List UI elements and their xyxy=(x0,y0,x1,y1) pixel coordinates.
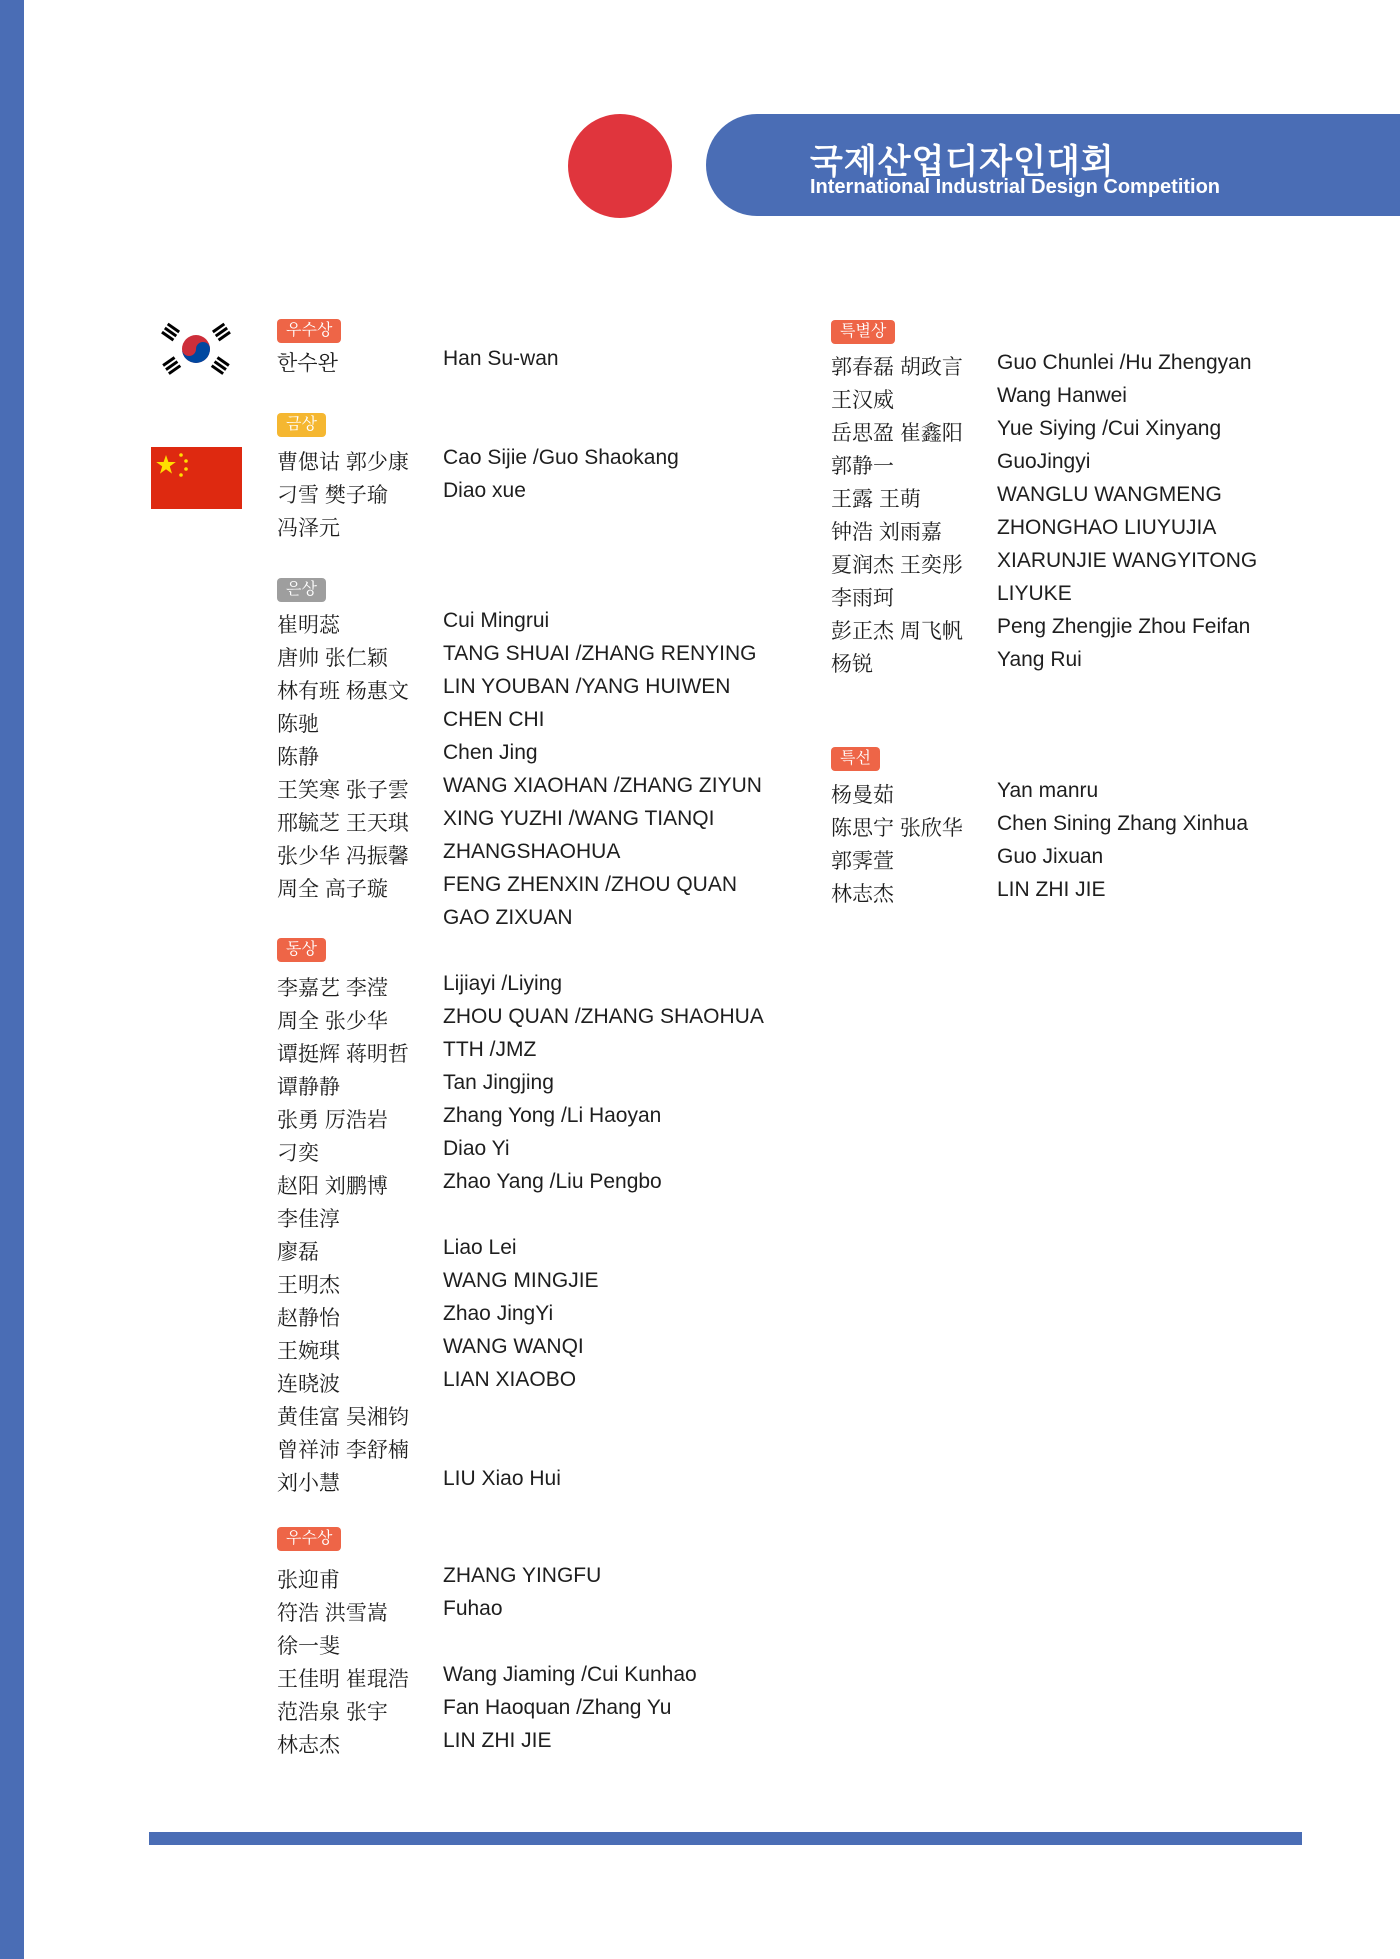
latin-name: FENG ZHENXIN /ZHOU QUAN xyxy=(443,873,738,896)
latin-name: Guo Jixuan xyxy=(997,845,1104,868)
native-name: 岳思盈 崔鑫阳 xyxy=(831,422,963,445)
latin-name: Wang Jiaming /Cui Kunhao xyxy=(443,1663,697,1686)
latin-name: Fan Haoquan /Zhang Yu xyxy=(443,1696,672,1719)
native-name: 杨锐 xyxy=(831,653,873,676)
native-name: 张少华 冯振馨 xyxy=(277,845,409,868)
native-name: 王明杰 xyxy=(277,1274,340,1297)
latin-name: Cui Mingrui xyxy=(443,609,550,632)
badge-excellence: 우수상 xyxy=(277,1527,341,1551)
latin-name: WANG XIAOHAN /ZHANG ZIYUN xyxy=(443,774,762,797)
latin-name: Chen Jing xyxy=(443,741,538,764)
latin-name: LIN ZHI JIE xyxy=(997,878,1106,901)
korea-flag-icon xyxy=(160,318,232,380)
native-name: 徐一斐 xyxy=(277,1635,340,1658)
native-name: 刁雪 樊子瑜 xyxy=(277,484,388,507)
native-name: 陈静 xyxy=(277,746,319,769)
latin-name: Tan Jingjing xyxy=(443,1071,554,1094)
latin-name: GuoJingyi xyxy=(997,450,1091,473)
latin-name: LIAN XIAOBO xyxy=(443,1368,577,1391)
latin-name: Diao xue xyxy=(443,479,526,502)
latin-name: Zhao JingYi xyxy=(443,1302,554,1325)
native-name: 张迎甫 xyxy=(277,1569,340,1592)
native-name: 钟浩 刘雨嘉 xyxy=(831,521,942,544)
native-name: 郭霁萱 xyxy=(831,850,894,873)
latin-name: GAO ZIXUAN xyxy=(443,906,573,929)
latin-name: ZHANGSHAOHUA xyxy=(443,840,621,863)
latin-name: Lijiayi /Liying xyxy=(443,972,563,995)
china-flag-icon xyxy=(151,447,242,509)
native-name: 한수완 xyxy=(277,352,338,375)
native-name: 谭挺辉 蒋明哲 xyxy=(277,1043,409,1066)
native-name: 崔明蕊 xyxy=(277,614,340,637)
native-name: 谭静静 xyxy=(277,1076,340,1099)
header-title-korean: 국제산업디자인대회 xyxy=(810,143,1115,181)
native-name: 杨曼茹 xyxy=(831,784,894,807)
native-name: 冯泽元 xyxy=(277,517,340,540)
native-name: 林志杰 xyxy=(831,883,894,906)
native-name: 林有班 杨惠文 xyxy=(277,680,409,703)
latin-name: LIN ZHI JIE xyxy=(443,1729,552,1752)
native-name: 连晓波 xyxy=(277,1373,340,1396)
latin-name: Diao Yi xyxy=(443,1137,510,1160)
native-name: 周全 张少华 xyxy=(277,1010,388,1033)
native-name: 王汉威 xyxy=(831,389,894,412)
latin-name: Yan manru xyxy=(997,779,1099,802)
latin-name: TANG SHUAI /ZHANG RENYING xyxy=(443,642,757,665)
latin-name: Han Su-wan xyxy=(443,347,559,370)
latin-name: Liao Lei xyxy=(443,1236,517,1259)
latin-name: ZHONGHAO LIUYUJIA xyxy=(997,516,1217,539)
native-name: 夏润杰 王奕彤 xyxy=(831,554,963,577)
latin-name: Yue Siying /Cui Xinyang xyxy=(997,417,1222,440)
native-name: 唐帅 张仁颖 xyxy=(277,647,388,670)
native-name: 王婉琪 xyxy=(277,1340,340,1363)
latin-name: ZHOU QUAN /ZHANG SHAOHUA xyxy=(443,1005,764,1028)
latin-name: CHEN CHI xyxy=(443,708,545,731)
native-name: 范浩泉 张宇 xyxy=(277,1701,388,1724)
native-name: 李佳淳 xyxy=(277,1208,340,1231)
latin-name: Chen Sining Zhang Xinhua xyxy=(997,812,1249,835)
latin-name: XIARUNJIE WANGYITONG xyxy=(997,549,1258,572)
native-name: 刁奕 xyxy=(277,1142,319,1165)
header-banner xyxy=(706,114,1400,216)
latin-name: Wang Hanwei xyxy=(997,384,1127,407)
latin-name: Fuhao xyxy=(443,1597,503,1620)
native-name: 曹偲诂 郭少康 xyxy=(277,451,409,474)
native-name: 廖磊 xyxy=(277,1241,319,1264)
badge-silver: 은상 xyxy=(277,578,326,602)
left-accent-bar xyxy=(0,0,24,1959)
badge-special: 특별상 xyxy=(831,320,895,344)
native-name: 郭静一 xyxy=(831,455,894,478)
latin-name: LIU Xiao Hui xyxy=(443,1467,561,1490)
latin-name: WANGLU WANGMENG xyxy=(997,483,1222,506)
bottom-divider-bar xyxy=(149,1832,1302,1845)
badge-selected: 특선 xyxy=(831,747,880,771)
latin-name: Zhao Yang /Liu Pengbo xyxy=(443,1170,662,1193)
latin-name: Yang Rui xyxy=(997,648,1082,671)
native-name: 王露 王萌 xyxy=(831,488,921,511)
latin-name: TTH /JMZ xyxy=(443,1038,537,1061)
native-name: 张勇 厉浩岩 xyxy=(277,1109,388,1132)
header-title-english: International Industrial Design Competition xyxy=(810,176,1221,198)
badge-korea-excellence: 우수상 xyxy=(277,319,341,343)
latin-name: ZHANG YINGFU xyxy=(443,1564,602,1587)
latin-name: WANG MINGJIE xyxy=(443,1269,599,1292)
latin-name: Cao Sijie /Guo Shaokang xyxy=(443,446,679,469)
native-name: 王笑寒 张子雲 xyxy=(277,779,409,802)
native-name: 彭正杰 周飞帆 xyxy=(831,620,963,643)
latin-name: WANG WANQI xyxy=(443,1335,584,1358)
latin-name: Zhang Yong /Li Haoyan xyxy=(443,1104,662,1127)
badge-bronze: 동상 xyxy=(277,938,326,962)
latin-name: Guo Chunlei /Hu Zhengyan xyxy=(997,351,1252,374)
red-circle-decoration xyxy=(568,114,672,218)
latin-name: LIN YOUBAN /YANG HUIWEN xyxy=(443,675,731,698)
badge-gold: 금상 xyxy=(277,413,326,437)
native-name: 李嘉艺 李滢 xyxy=(277,977,388,1000)
native-name: 李雨珂 xyxy=(831,587,894,610)
latin-name: XING YUZHI /WANG TIANQI xyxy=(443,807,715,830)
native-name: 刘小慧 xyxy=(277,1472,340,1495)
native-name: 周全 高子璇 xyxy=(277,878,388,901)
native-name: 陈思宁 张欣华 xyxy=(831,817,963,840)
native-name: 林志杰 xyxy=(277,1734,340,1757)
native-name: 符浩 洪雪嵩 xyxy=(277,1602,388,1625)
native-name: 赵静怡 xyxy=(277,1307,340,1330)
native-name: 黄佳富 吴湘钧 xyxy=(277,1406,409,1429)
latin-name: Peng Zhengjie Zhou Feifan xyxy=(997,615,1251,638)
native-name: 陈驰 xyxy=(277,713,319,736)
latin-name: LIYUKE xyxy=(997,582,1072,605)
native-name: 郭春磊 胡政言 xyxy=(831,356,963,379)
native-name: 赵阳 刘鹏博 xyxy=(277,1175,388,1198)
native-name: 邢毓芝 王天琪 xyxy=(277,812,409,835)
native-name: 曾祥沛 李舒楠 xyxy=(277,1439,409,1462)
native-name: 王佳明 崔琨浩 xyxy=(277,1668,409,1691)
